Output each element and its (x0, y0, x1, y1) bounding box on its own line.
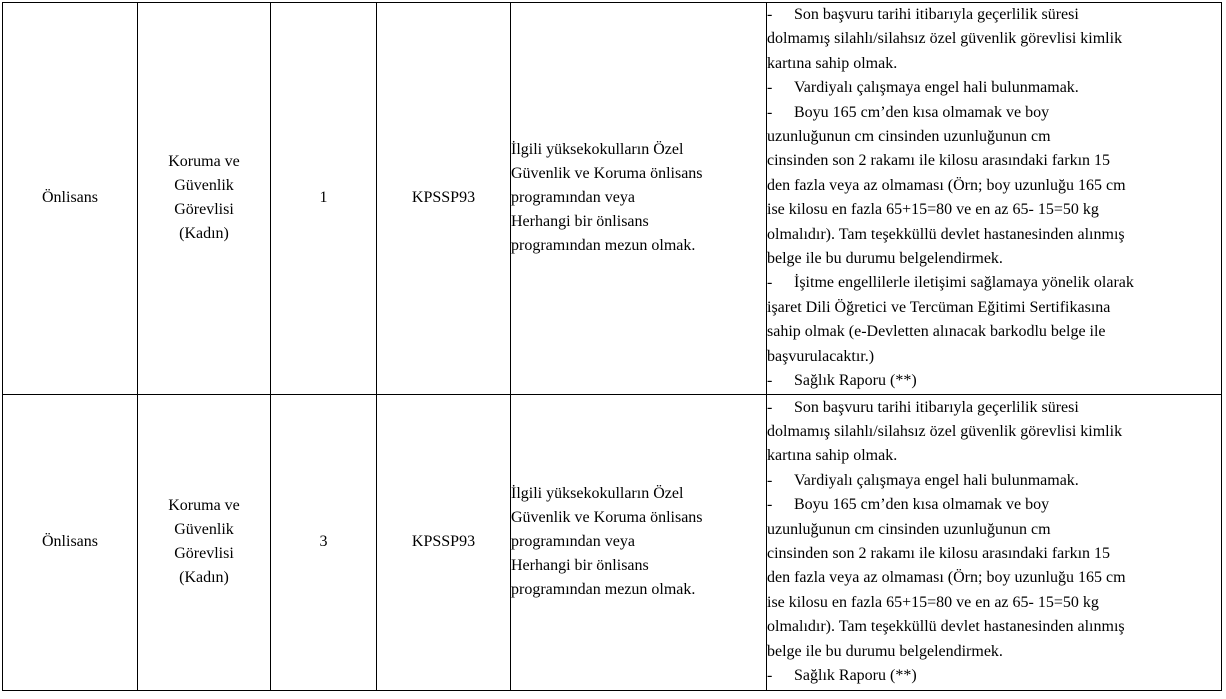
requirement-text: İşitme engellilerle iletişimi sağlamaya yönelik olarak (794, 274, 1134, 292)
education-level-cell (3, 394, 138, 690)
requirement-text: belge ile bu durumu belgelendirmek. (767, 250, 1003, 268)
position-title-line: (Kadın) (179, 569, 229, 586)
position-count-cell (271, 394, 377, 690)
positions-table (2, 2, 1222, 691)
position-title-line: Koruma ve (168, 497, 240, 514)
requirement-text: ise kilosu en fazla 65+15=80 ve en az 65- 15=50 kg (767, 201, 1099, 219)
dash-bullet: - (767, 79, 773, 97)
dash-bullet: - (767, 667, 773, 685)
education-level-cell (3, 3, 138, 395)
requirement-text: olmalıdır). Tam teşekküllü devlet hastanesinden alınmış (767, 225, 1125, 243)
requirement-text: kartına sahip olmak. (767, 54, 898, 72)
dash-bullet: - (767, 103, 773, 121)
requirement-item (767, 271, 1221, 369)
requirements-list (767, 3, 1221, 394)
dash-bullet: - (767, 496, 773, 514)
position-title-line: Güvenlik (174, 177, 234, 195)
requirement-text: den fazla veya az olmaması (Örn; boy uzunluğu 165 cm (767, 176, 1126, 194)
education-level: Önlisans (42, 533, 98, 550)
requirement-text: Boyu 165 cm’den kısa olmamak ve boy (794, 103, 1050, 121)
dash-bullet: - (767, 471, 773, 489)
requirement-text: Vardiyalı çalışmaya engel hali bulunmamak. (794, 471, 1079, 489)
position-title-cell (138, 3, 271, 395)
positions-table-body (3, 3, 1222, 691)
position-title-line: Koruma ve (168, 153, 240, 171)
qualification-line: Herhangi bir önlisans (511, 213, 649, 231)
kpss-type: KPSSP93 (411, 533, 476, 550)
qualification-cell (511, 394, 767, 690)
requirement-item (767, 664, 1221, 688)
requirements-cell (767, 394, 1222, 690)
requirement-text: cinsinden son 2 rakamı ile kilosu arasındaki farkın 15 (767, 545, 1111, 562)
requirement-item (767, 3, 1221, 76)
qualification-line: Güvenlik ve Koruma önlisans (511, 165, 703, 183)
requirement-item (767, 76, 1221, 100)
requirement-text: işaret Dili Öğretici ve Tercüman Eğitimi Sertifikasına (767, 298, 1111, 316)
position-title-cell (138, 394, 271, 690)
requirement-text: başvurulacaktır.) (767, 347, 875, 365)
qualification-line: Herhangi bir önlisans (511, 557, 649, 574)
requirement-text: uzunluğunun cm cinsinden uzunluğunun cm (767, 128, 1051, 146)
requirement-item (767, 469, 1221, 493)
qualification-line: İlgili yüksekokulların Özel (511, 485, 684, 502)
requirement-text: Son başvuru tarihi itibarıyla geçerlilik süresi (794, 6, 1079, 23)
requirement-item (767, 101, 1221, 272)
requirement-text: sahip olmak (e-Devletten alınacak barkodlu belge ile (767, 323, 1106, 341)
kpss-type: KPSSP93 (411, 189, 476, 207)
qualification-line: programından mezun olmak. (511, 237, 696, 255)
requirements-list (767, 396, 1221, 689)
requirement-text: Sağlık Raporu (**) (794, 667, 917, 685)
position-title-line: Görevlisi (174, 201, 234, 219)
qualification-line: programından veya (511, 533, 635, 550)
position-count: 3 (319, 533, 328, 550)
table-row (3, 394, 1222, 690)
requirement-text: Son başvuru tarihi itibarıyla geçerlilik süresi (794, 398, 1079, 416)
kpss-type-cell (377, 394, 511, 690)
requirement-text: Boyu 165 cm’den kısa olmamak ve boy (794, 496, 1050, 514)
qualification-cell (511, 3, 767, 395)
dash-bullet: - (767, 6, 773, 23)
table-row (3, 3, 1222, 395)
requirement-text: olmalıdır). Tam teşekküllü devlet hastanesinden alınmış (767, 618, 1125, 636)
dash-bullet: - (767, 274, 773, 292)
qualification-line: Güvenlik ve Koruma önlisans (511, 509, 703, 526)
position-count-cell (271, 3, 377, 395)
kpss-type-cell (377, 3, 511, 395)
position-count: 1 (319, 189, 328, 207)
requirement-item (767, 369, 1221, 393)
requirement-text: den fazla veya az olmaması (Örn; boy uzunluğu 165 cm (767, 569, 1126, 587)
requirement-text: Sağlık Raporu (**) (794, 372, 917, 390)
requirements-cell (767, 3, 1222, 395)
requirement-text: Vardiyalı çalışmaya engel hali bulunmamak. (794, 79, 1079, 97)
requirement-item (767, 396, 1221, 469)
requirement-text: uzunluğunun cm cinsinden uzunluğunun cm (767, 520, 1051, 538)
qualification-line: programından veya (511, 189, 635, 207)
requirement-text: dolmamış silahlı/silahsız özel güvenlik görevlisi kimlik (767, 422, 1123, 440)
requirement-text: cinsinden son 2 rakamı ile kilosu arasındaki farkın 15 (767, 152, 1111, 170)
qualification-line: İlgili yüksekokulların Özel (511, 141, 684, 159)
requirement-text: ise kilosu en fazla 65+15=80 ve en az 65- 15=50 kg (767, 593, 1099, 611)
position-title-line: (Kadın) (179, 225, 229, 243)
education-level: Önlisans (42, 189, 98, 207)
position-title-line: Güvenlik (174, 521, 234, 538)
qualification-line: programından mezun olmak. (511, 581, 696, 598)
dash-bullet: - (767, 398, 773, 416)
dash-bullet: - (767, 372, 773, 390)
requirement-item (767, 493, 1221, 664)
requirement-text: kartına sahip olmak. (767, 447, 898, 465)
position-title-line: Görevlisi (174, 545, 234, 562)
requirement-text: belge ile bu durumu belgelendirmek. (767, 642, 1003, 660)
requirement-text: dolmamış silahlı/silahsız özel güvenlik görevlisi kimlik (767, 30, 1123, 48)
